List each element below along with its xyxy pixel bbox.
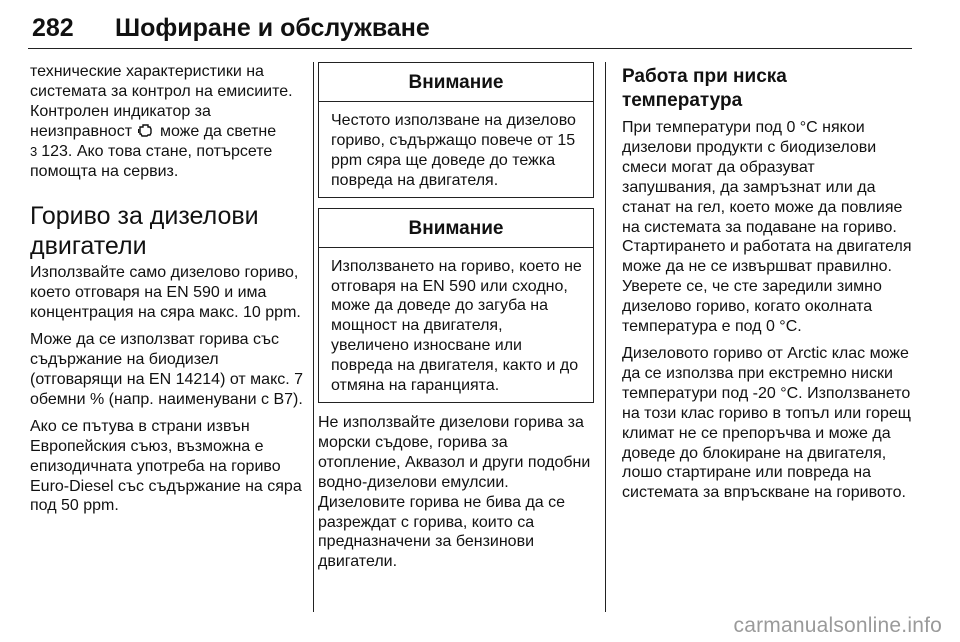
diesel-fuel-heading: Гориво за дизелови двигатели (30, 202, 259, 261)
section-title: Шофиране и обслужване (115, 14, 430, 42)
watermark: carmanualsonline.info (733, 614, 942, 637)
low-temp-paragraph-2: Дизеловото гориво от Arctic клас може да се използва при екстремно ниски температури под -20 °C. Използването на този клас гориво в топъл или горещ климат не се препоръчва и може да доведе до блокиране на двигателя, лошо стартиране или повреда на системата за впръскване на горивото. (622, 344, 911, 502)
column-divider-right (605, 62, 606, 612)
low-temp-paragraph-1: При температури под 0 °C някои дизелови продукти с биодизелови смеси могат да образуват запушвания, да замръзнат или да станат на гел, което може да повлияе на системата за подаване на гориво. Стартирането и работата на двигателя може да не се извършват правилно. Уверете се, че сте заредили зимно дизелово гориво, когато околната температура е под 0 °C. (622, 119, 912, 336)
diesel-paragraph-2: Може да се използват горива със съдържание на биодизел (отговарящи на EN 14214) от макс. 7 обемни % (напр. наименувани с B7). (30, 331, 304, 408)
warning-title: Внимание (319, 63, 593, 102)
intro-text-c: 123. Ако това стане, потърсете помощта на сервиз. (30, 142, 273, 180)
page-number: 282 (32, 14, 74, 42)
warning-text: Честото използване на дизелово гориво, съдържащо повече от 15 ppm сяра ще доведе до тежка повреда на двигателя. (331, 112, 576, 189)
diesel-paragraph-1: Използвайте само дизелово гориво, което отговаря на EN 590 и има концентрация на сяра макс. 10 ppm. (30, 264, 301, 322)
intro-paragraph (30, 62, 306, 181)
column-divider-left (313, 62, 314, 612)
engine-check-icon (138, 123, 153, 138)
diesel-paragraph-3: Ако се пътува в страни извън Европейския съюз, възможна е епизодичната употреба на гориво Euro-Diesel със съдържание на сяра под 50 ppm. (30, 417, 302, 515)
marine-fuel-paragraph: Не използвайте дизелови горива за морски съдове, горива за отопление, Аквазол и други подобни водно-дизелови емулсии. Дизеловите горива не бива да се разреждат с горива, които са предназначени за бензинови двигатели. (318, 413, 591, 571)
intro-text-b: може да светне (159, 122, 277, 140)
low-temperature-heading: Работа при ниска температура (622, 66, 787, 111)
warning-box-en590 (318, 208, 594, 403)
warning-text: Използването на гориво, което не отговаря на EN 590 или сходно, може да доведе до загуба на мощност на двигателя, увеличено износване или повреда на двигателя, както и до отмяна на гаранцията. (331, 257, 582, 395)
page-header (28, 6, 912, 49)
page-ref-arrow-icon: 3 (30, 143, 38, 159)
warning-box-sulfur (318, 62, 594, 198)
column-right (622, 62, 912, 510)
column-middle (318, 62, 594, 579)
column-left (30, 62, 306, 523)
warning-title: Внимание (319, 209, 593, 248)
intro-text-a: технические характеристики на системата за контрол на емисиите. Контролен индикатор за неизправност (30, 63, 293, 140)
